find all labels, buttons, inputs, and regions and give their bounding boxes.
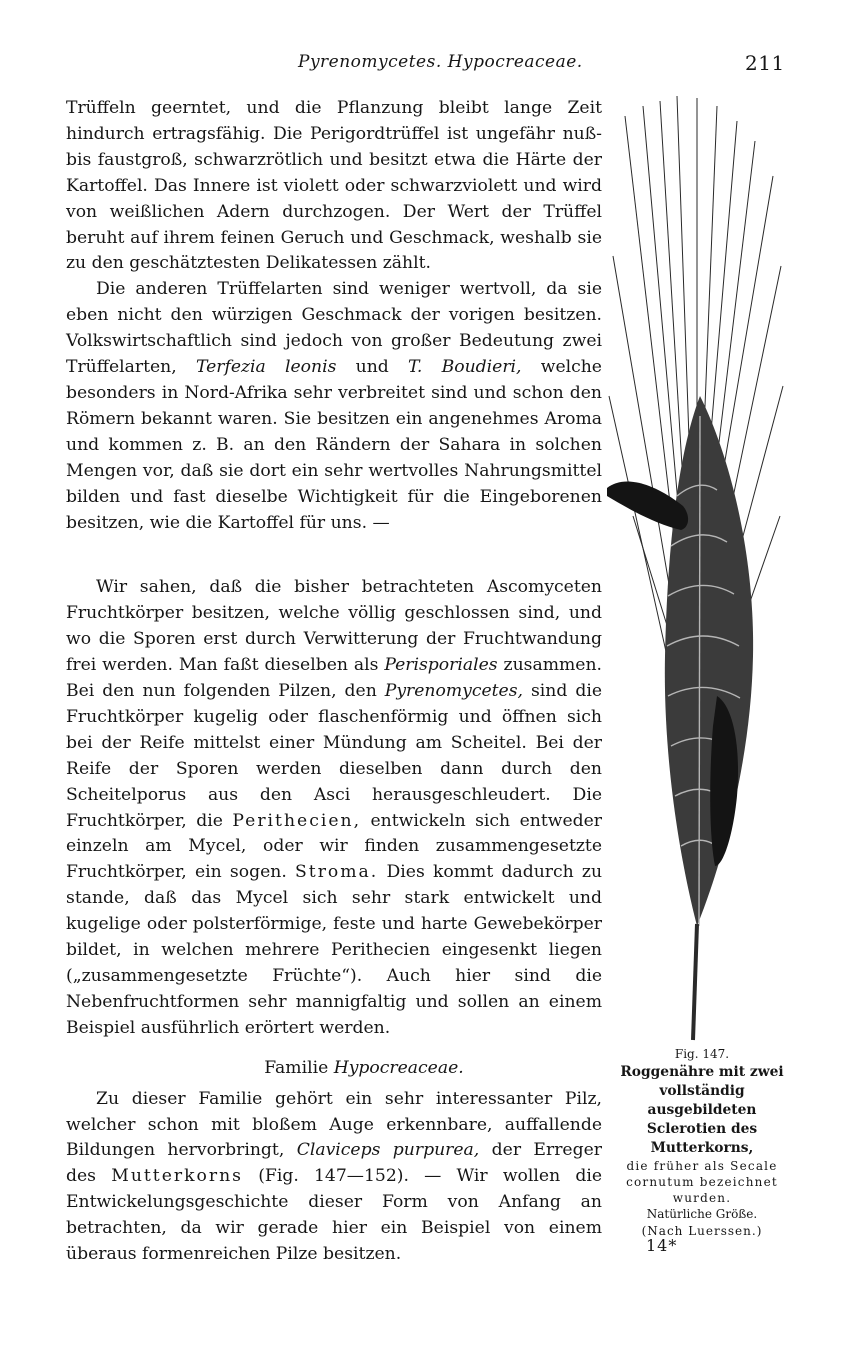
figure-description: die früher als Secale cornutum bezeichnet wurden. [626, 1159, 778, 1205]
figure-source: (Nach Luerssen.) [641, 1224, 763, 1238]
section-title-family: Hypocreaceae. [333, 1057, 464, 1078]
paragraph-3-text-i: Dies kommt dadurch zu stande, daß das Mycel sich sehr stark entwickelt und kugelige oder polsterförmige, feste und harte Gewebekörper bildet, in welchen mehrere Perithecien eingesenkt liegen („zusammengesetzte Früchte“). Auch hier sind die Nebenfruchtformen sehr mannigfaltig und sollen an einem Beispiel ausführlich erörtert werden. [66, 862, 603, 1038]
figure-caption [612, 1046, 792, 1240]
running-head: Pyrenomycetes. Hypocreaceae. [298, 52, 583, 72]
paragraph-3-text-a: Wir sahen, daß die bisher betrachteten Ascomyceten Fruchtkörper besitzen, welche völlig geschlossen sind, und wo die Sporen erst durch Verwitterung der Fruchtwandung frei werden. Man faßt dieselben als [66, 577, 602, 676]
page-header [0, 52, 850, 78]
main-text-column [66, 96, 602, 1268]
term-perithecien: Perithecien, [232, 810, 362, 831]
paragraph-4-text-c: der Erreger des [66, 1140, 602, 1187]
paragraph-4-text-e: (Fig. 147—152). — Wir wollen die Entwickelungsgeschichte dieser Form von Anfang an betrachten, da wir gerade hier ein Beispiel von einem überaus formenreichen Pilze besitzen. [66, 1166, 603, 1265]
paragraph-4-text-a: Zu dieser Familie gehört ein sehr interessanter Pilz, welcher schon mit bloßem Auge erkennbare, auffallende Bildungen hervorbringt, [66, 1088, 602, 1161]
sclerotium-upper [607, 482, 688, 530]
paragraph-2-text-a: Die anderen Trüffelarten sind weniger wertvoll, da sie eben nicht den würzigen Geschmack der vorigen besitzen. Volkswirtschaftlich sind jedoch von großer Bedeutung zwei Trüffelarten, [66, 279, 602, 378]
term-mutterkorns: Mutterkorns [111, 1166, 243, 1187]
figure-size-note: Natürliche Größe. [646, 1207, 758, 1221]
species-claviceps-purpurea: Claviceps purpurea, [296, 1140, 480, 1161]
term-pyrenomycetes: Pyrenomycetes, [384, 681, 524, 702]
term-stroma: Stroma. [295, 862, 379, 883]
paragraph-2-text-e: welche besonders in Nord-Afrika sehr verbreitet sind und schon den Römern bekannt waren. Sie besitzen ein angenehmes Aroma und kommen z. B. an den Rändern der Sahara in solchen Mengen vor, daß sie dort ein sehr wertvolles Nahrungsmittel bilden und fast dieselbe Wichtigkeit für die Eingeborenen besitzen, wie die Kartoffel für uns. — [66, 357, 602, 533]
species-t-boudieri: T. Boudieri, [408, 357, 522, 378]
figure-label: Fig. 147. [674, 1047, 730, 1061]
figure-title: Roggenähre mit zwei vollständig ausgebildeten Sclerotien des Mutterkorns, [620, 1064, 784, 1156]
paragraph-4 [66, 1087, 602, 1268]
term-perisporiales: Perisporiales [384, 655, 498, 676]
section-title-prefix: Familie [264, 1057, 329, 1078]
signature-mark: 14* [646, 1236, 678, 1255]
paragraph-3 [66, 575, 602, 1041]
paragraph-3-text-g: entwickeln sich entweder einzeln am Mycel, oder wir finden zusammengesetzte Fruchtkörper, ein sogen. [66, 810, 603, 883]
ear-body [665, 396, 753, 926]
rye-ear-illustration [605, 96, 785, 1046]
paragraph-3-text-e: sind die Fruchtkörper kugelig oder flaschenförmig und öffnen sich bei der Reife mittelst einer Mündung am Scheitel. Bei der Reife der Sporen werden dieselben dann durch den Scheitelporus aus den Asci herausgeschleudert. Die Fruchtkörper, die [66, 681, 603, 831]
paragraph-1 [66, 96, 602, 277]
section-title [96, 1056, 632, 1082]
paragraph-gap [66, 536, 602, 575]
rye-ear-drawing [605, 96, 785, 1046]
species-terfezia-leonis: Terfezia leonis [195, 357, 337, 378]
paragraph-2-text-c: und [355, 357, 389, 378]
stalk [693, 924, 697, 1040]
paragraph-3-text-c: zusammen. Bei den nun folgenden Pilzen, den [66, 655, 603, 702]
paragraph-1-text: Trüffeln geerntet, und die Pflanzung bleibt lange Zeit hindurch ertragsfähig. Die Perigordtrüffel ist ungefähr nuß- bis faustgroß, schwarzrötlich und besitzt etwa die Härte der Kartoffel. Das Innere ist violett oder schwarzviolett und wird von weißlichen Adern durchzogen. Der Wert der Trüffel beruht auf ihrem feinen Geruch und Geschmack, weshalb sie zu den geschätztesten Delikatessen zählt. [66, 98, 602, 274]
paragraph-2 [66, 277, 602, 536]
page-number: 211 [745, 51, 785, 75]
